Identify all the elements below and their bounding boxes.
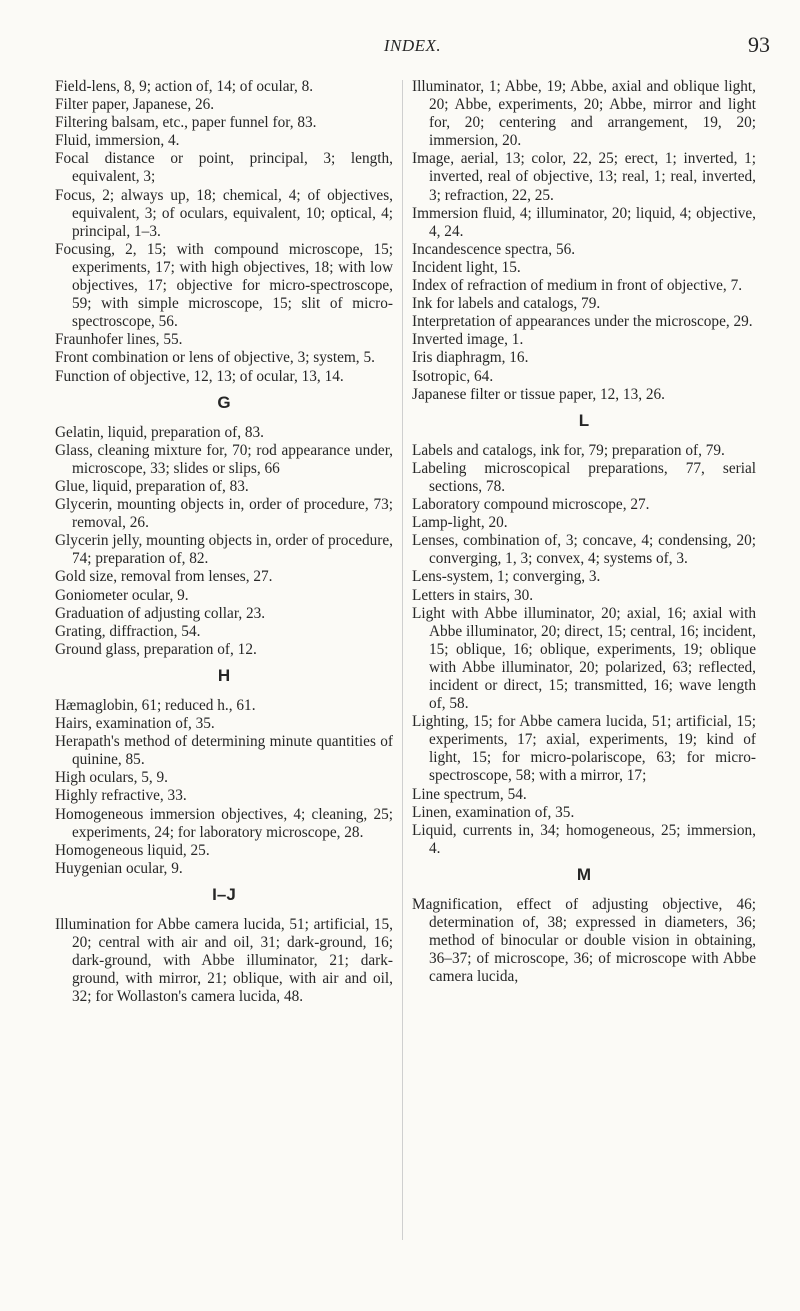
entries-i (412, 78, 756, 404)
index-entry: Goniometer ocular, 9. (55, 586, 189, 604)
section-heading-m: M (576, 864, 592, 884)
index-entry: Lenses, combination of, 3; concave, 4; condensing, 20; converging, 1, 3; convex, 4; systems of, 3. (412, 532, 756, 568)
index-entry: Labels and catalogs, ink for, 79; preparation of, 79. (412, 441, 725, 459)
index-entry: Liquid, currents in, 34; homogeneous, 25; immersion, 4. (412, 821, 756, 857)
index-entry: Gold size, removal from lenses, 27. (55, 568, 273, 586)
index-entry: Homogeneous liquid, 25. (55, 841, 210, 859)
entries-h (55, 697, 393, 878)
index-entry: Ink for labels and catalogs, 79. (412, 295, 601, 313)
entries-g (55, 424, 393, 659)
index-entry: Grating, diffraction, 54. (55, 622, 201, 640)
index-entry: Hæmaglobin, 61; reduced h., 61. (55, 697, 256, 714)
index-entry: Immersion fluid, 4; illuminator, 20; liquid, 4; objective, 4, 24. (412, 204, 756, 240)
index-entry: Light with Abbe illuminator, 20; axial, 16; axial with Abbe illuminator, 20; direct, 15; central, 16; incident, 15; oblique, 16; oblique, experiments, 19; oblique with Abbe illuminator, 20; polarized, 63; reflected, incident or direct, 15; transmitted, 16; wave length of, 58. (412, 604, 756, 713)
index-column-right (412, 78, 756, 987)
index-entry: High oculars, 5, 9. (55, 769, 169, 787)
index-entry: Magnification, effect of adjusting objective, 46; determination of, 38; expressed in diameters, 36; method of binocular or double vision in obtaining, 36–37; of microscope, 36; of microscope with Abbe camera lucida, (412, 896, 756, 986)
index-entry: Gelatin, liquid, preparation of, 83. (55, 423, 265, 441)
index-entry: Iris diaphragm, 16. (412, 349, 529, 367)
index-entry: Linen, examination of, 35. (412, 803, 575, 821)
index-entry: Labeling microscopical preparations, 77, serial sections, 78. (412, 459, 756, 495)
index-entry: Lamp-light, 20. (412, 514, 508, 532)
index-entry: Focusing, 2, 15; with compound microscope, 15; experiments, 17; with high objectives, 18; with low objectives, 17; objective for micro-spectroscope, 59; with simple microscope, 15; slit of micro-spectroscope, 56. (55, 240, 393, 331)
index-entry: Isotropic, 64. (412, 367, 494, 385)
index-entry: Filter paper, Japanese, 26. (55, 96, 215, 114)
index-entry: Glycerin jelly, mounting objects in, order of procedure, 74; preparation of, 82. (55, 532, 393, 568)
section-heading-ij: I–J (212, 884, 236, 904)
index-entry: Homogeneous immersion objectives, 4; cleaning, 25; experiments, 24; for laboratory microscope, 28. (55, 805, 393, 841)
entries-l (412, 442, 756, 858)
index-entry: Illuminator, 1; Abbe, 19; Abbe, axial and oblique light, 20; Abbe, experiments, 20; Abbe, mirror and light for, 20; centering and arrangement, 19, 20; immersion, 20. (412, 78, 756, 150)
index-entry: Illumination for Abbe camera lucida, 51; artificial, 15, 20; central with air and oil, 31; dark-ground, 16; dark-ground, with Abbe illuminator, 21; dark-ground, with mirror, 21; oblique, with air and oil, 32; for Wollaston's camera lucida, 48. (55, 916, 393, 1006)
index-entry: Index of refraction of medium in front of objective, 7. (412, 277, 743, 295)
entries-f (55, 78, 393, 386)
column-divider (402, 80, 403, 1240)
entries-ij (55, 916, 393, 1006)
index-entry: Glue, liquid, preparation of, 83. (55, 477, 249, 495)
index-entry: Laboratory compound microscope, 27. (412, 496, 650, 514)
index-entry: Huygenian ocular, 9. (55, 859, 183, 877)
entries-m (412, 896, 756, 986)
index-entry: Line spectrum, 54. (412, 785, 527, 803)
section-heading-h: H (217, 665, 231, 685)
index-entry: Hairs, examination of, 35. (55, 715, 215, 733)
index-entry: Ground glass, preparation of, 12. (55, 640, 257, 658)
index-entry: Focus, 2; always up, 18; chemical, 4; of objectives, equivalent, 3; of oculars, equivalent, 10; optical, 4; principal, 1–3. (55, 186, 393, 240)
index-entry: Glycerin, mounting objects in, order of procedure, 73; removal, 26. (55, 496, 393, 532)
index-entry: Highly refractive, 33. (55, 787, 187, 805)
index-entry: Glass, cleaning mixture for, 70; rod appearance under, microscope, 33; slides or slips, 66 (55, 441, 393, 477)
index-entry: Fraunhofer lines, 55. (55, 331, 183, 349)
index-entry: Lens-system, 1; converging, 3. (412, 568, 601, 586)
index-entry: Graduation of adjusting collar, 23. (55, 604, 266, 622)
index-entry: Incandescence spectra, 56. (412, 240, 576, 258)
index-column-left (55, 78, 393, 1007)
index-entry: Fluid, immersion, 4. (55, 132, 180, 150)
running-title: INDEX. (383, 36, 442, 55)
index-entry: Incident light, 15. (412, 258, 521, 276)
index-entry: Focal distance or point, principal, 3; length, equivalent, 3; (55, 150, 393, 186)
index-entry: Letters in stairs, 30. (412, 586, 534, 604)
index-entry: Inverted image, 1. (412, 331, 524, 349)
section-heading-g: G (217, 392, 231, 412)
index-entry: Lighting, 15; for Abbe camera lucida, 51; artificial, 15; experiments, 17; axial, experiments, 19; kind of light, 15; for micro-polariscope, 63; for micro-spectroscope, 58; with a mirror, 17; (412, 713, 756, 785)
index-entry: Filtering balsam, etc., paper funnel for, 83. (55, 114, 317, 132)
index-entry: Interpretation of appearances under the microscope, 29. (412, 313, 753, 331)
section-heading-l: L (578, 410, 590, 430)
index-entry: Japanese filter or tissue paper, 12, 13, 26. (412, 385, 665, 403)
page-header (55, 30, 770, 64)
index-entry: Field-lens, 8, 9; action of, 14; of ocular, 8. (55, 78, 314, 95)
page-number: 93 (748, 32, 770, 57)
index-entry: Front combination or lens of objective, 3; system, 5. (55, 349, 375, 367)
index-entry: Function of objective, 12, 13; of ocular, 13, 14. (55, 367, 344, 385)
index-entry: Herapath's method of determining minute quantities of quinine, 85. (55, 733, 393, 769)
index-entry: Image, aerial, 13; color, 22, 25; erect, 1; inverted, 1; inverted, real of objective, 13; real, 1; real, inverted, 3; refraction, 22, 25. (412, 150, 756, 204)
